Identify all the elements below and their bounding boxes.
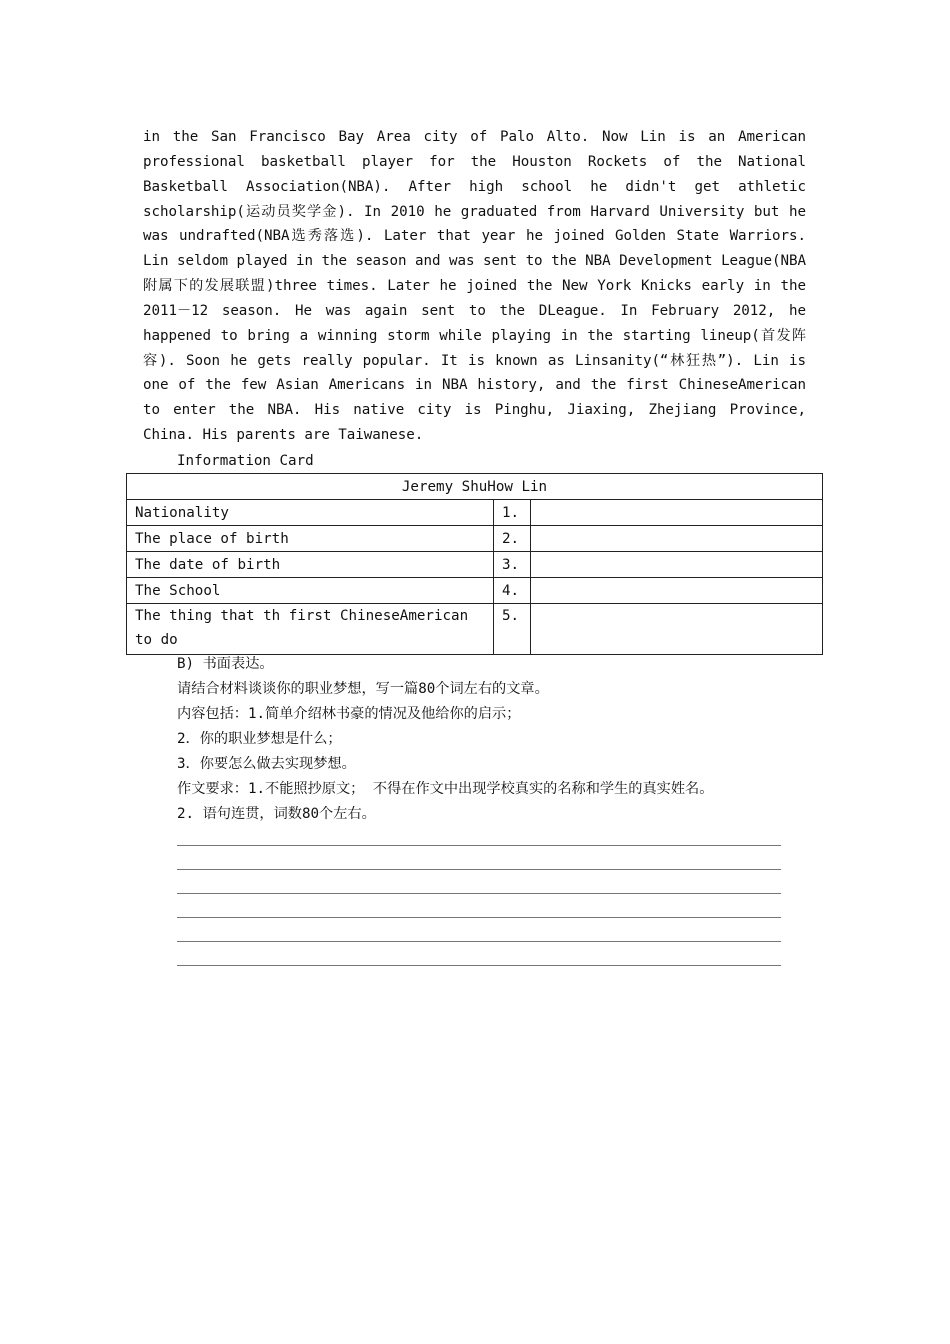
table-row [127,526,823,552]
content-point-1: 内容包括：1.简单介绍林书豪的情况及他给你的启示； [177,706,521,722]
information-card-title: Information Card [177,453,314,469]
requirement-1: 作文要求：1.不能照抄原文； 不得在作文中出现学校真实的名称和学生的真实姓名。 [177,781,714,797]
row-number: 5. [494,604,531,655]
table-row [127,578,823,604]
writing-line[interactable] [177,869,781,870]
writing-prompt: 请结合材料谈谈你的职业梦想，写一篇80个词左右的文章。 [177,681,549,697]
writing-line[interactable] [177,845,781,846]
section-heading: B) 书面表达。 [177,656,274,672]
row-number: 2. [494,526,531,552]
row-number: 3. [494,552,531,578]
content-point-3: 3．你要怎么做去实现梦想。 [177,756,356,772]
table-row [127,604,823,655]
row-label-nationality: Nationality [127,500,494,526]
answer-cell-date-of-birth[interactable] [531,552,823,578]
writing-task [177,652,807,827]
reading-passage: in the San Francisco Bay Area city of Palo Alto. Now Lin is an American professional basketball player for the Houston Rockets of the National Basketball Association(NBA). After high school he didn't get athletic scholarship(运动员奖学金). In 2010 he graduated from Harvard University but he was undrafted(NBA选秀落选). Later that year he joined Golden State Warriors. Lin seldom played in the season and was sent to the NBA Development League(NBA附属下的发展联盟)three times. Later he joined the New York Knicks early in the 2011－12 season. He was again sent to the DLeague. In February 2012, he happened to bring a winning storm while playing in the starting lineup(首发阵容). Soon he gets really popular. It is known as Linsanity(“林狂热”). Lin is one of the few Asian Americans in NBA history, and the first ChineseAmerican to enter the NBA. His native city is Pinghu, Jiaxing, Zhejiang Province, China. His parents are Taiwanese. [143,129,806,444]
row-label-first-chinese-american: The thing that th first ChineseAmerican to do [127,604,494,655]
writing-line[interactable] [177,941,781,942]
answer-cell-first-chinese-american[interactable] [531,604,823,655]
table-row [127,500,823,526]
information-card-table [126,473,823,655]
answer-lines[interactable] [177,845,781,989]
content-point-2: 2．你的职业梦想是什么； [177,731,342,747]
requirement-2: 2. 语句连贯，词数80个左右。 [177,806,376,822]
row-label-place-of-birth: The place of birth [127,526,494,552]
answer-cell-school[interactable] [531,578,823,604]
writing-line[interactable] [177,917,781,918]
row-number: 4. [494,578,531,604]
writing-line[interactable] [177,965,781,966]
writing-line[interactable] [177,893,781,894]
answer-cell-nationality[interactable] [531,500,823,526]
table-row [127,552,823,578]
table-header-name: Jeremy ShuHow Lin [127,474,823,500]
answer-cell-place-of-birth[interactable] [531,526,823,552]
row-number: 1. [494,500,531,526]
row-label-date-of-birth: The date of birth [127,552,494,578]
row-label-school: The School [127,578,494,604]
